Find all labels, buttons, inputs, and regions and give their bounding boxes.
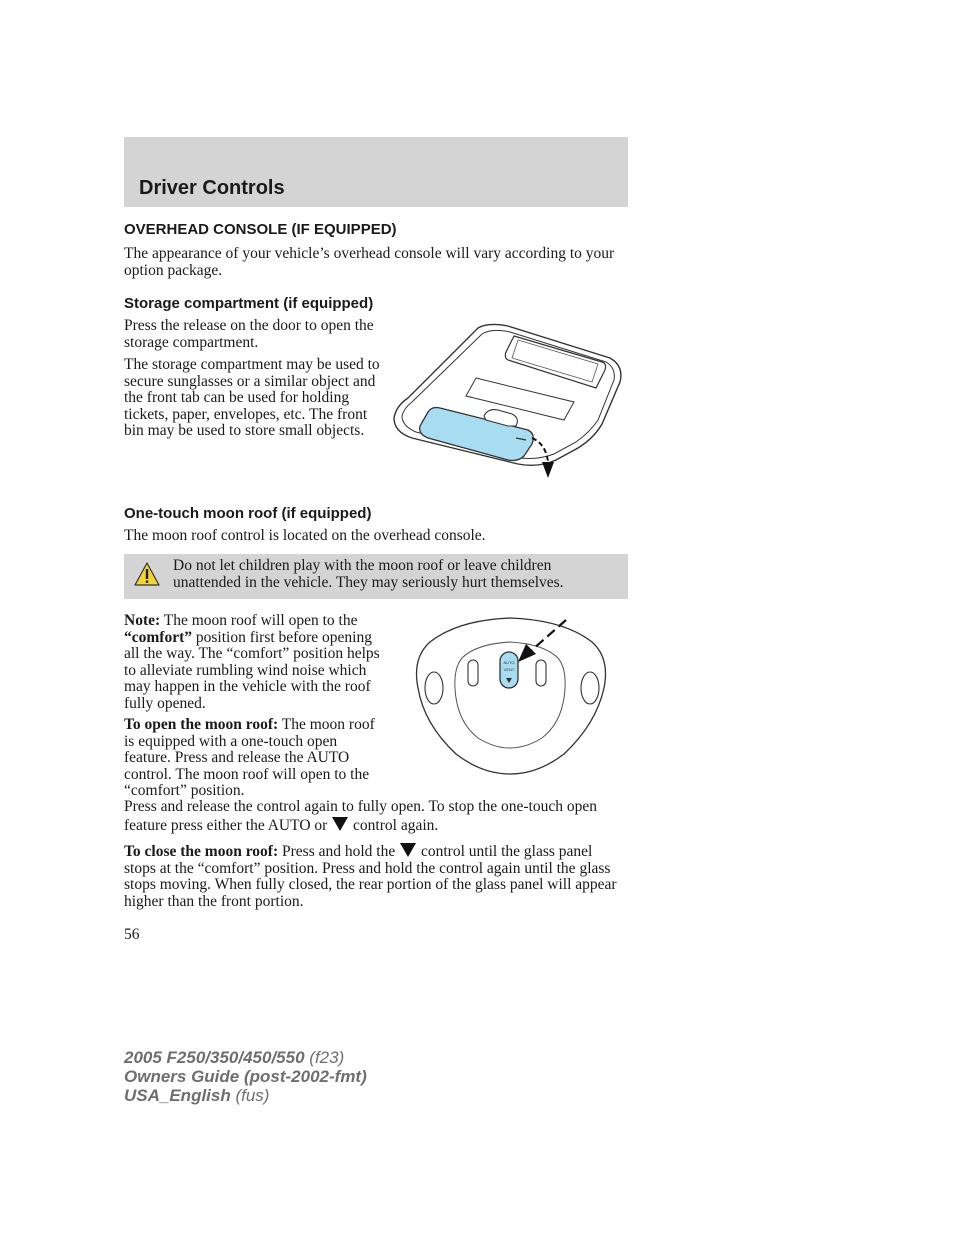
close-text-b: control until the glass panel stops at the “comfort” position. Press and hold the control again until the glass stops moving. When fully closed, the rear portion of the glass panel will appear higher than the front portion. — [124, 843, 617, 910]
close-paragraph — [124, 842, 628, 910]
overhead-console-illustration — [388, 320, 628, 482]
footer-language-code: (fus) — [230, 1086, 270, 1105]
open-text-a: The moon roof is equipped with a one-touch open feature. Press and release the AUTO control. The moon roof will open to the “comfort” position. — [124, 716, 375, 799]
moonroof-console-illustration — [414, 614, 610, 776]
switch-auto-label: AUTO — [503, 660, 515, 665]
open-paragraph-b — [124, 799, 628, 834]
close-label: To close the moon roof: — [124, 843, 279, 860]
footer-model-code: (f23) — [304, 1048, 345, 1067]
switch-vent-label: VENT — [503, 667, 515, 672]
footer-guide: Owners Guide (post-2002-fmt) — [124, 1067, 367, 1086]
footer-line-2 — [124, 1067, 367, 1086]
note-paragraph — [124, 613, 384, 712]
footer-line-1 — [124, 1048, 367, 1067]
overhead-console-heading: OVERHEAD CONSOLE (IF EQUIPPED) — [124, 221, 397, 238]
page-number: 56 — [124, 926, 140, 943]
storage-paragraph-2: The storage compartment may be used to secure sunglasses or a similar object and the front tab can be used for holding tickets, paper, envelopes, etc. The front bin may be used to store small objects. — [124, 356, 380, 439]
warning-text: Do not let children play with the moon roof or leave children unattended in the vehicle. They may seriously hurt themselves. — [173, 557, 564, 591]
open-text-b1: Press and release the control again to fully open. To stop the one-touch open feature press either the AUTO or — [124, 798, 597, 834]
down-triangle-icon — [399, 842, 417, 858]
storage-heading: Storage compartment (if equipped) — [124, 295, 374, 312]
open-paragraph-a — [124, 717, 384, 800]
footer-line-3 — [124, 1086, 367, 1105]
open-text-b2: control again. — [349, 816, 439, 834]
warning-box — [124, 554, 628, 599]
note-comfort: “comfort” — [124, 628, 192, 646]
warning-triangle-icon — [133, 561, 161, 587]
note-label: Note: — [124, 612, 161, 629]
storage-paragraph-1: Press the release on the door to open the storage compartment. — [124, 317, 374, 351]
note-text-a: The moon roof will open to the — [160, 612, 358, 629]
moonroof-intro: The moon roof control is located on the overhead console. — [124, 527, 486, 544]
note-text-b: position first before opening all the way. The “comfort” position helps to alleviate rumbling wind noise which may happen in the vehicle with the roof fully opened. — [124, 628, 380, 712]
down-triangle-icon — [331, 816, 349, 832]
document-footer — [124, 1048, 367, 1105]
moonroof-heading: One-touch moon roof (if equipped) — [124, 505, 372, 522]
open-label: To open the moon roof: — [124, 716, 279, 733]
close-text-a: Press and hold the — [278, 843, 400, 860]
footer-language: USA_English — [124, 1086, 231, 1105]
footer-model: 2005 F250/350/450/550 — [124, 1048, 305, 1067]
section-header-band — [124, 137, 628, 207]
section-title: Driver Controls — [139, 177, 285, 199]
overhead-console-intro: The appearance of your vehicle’s overhead console will vary according to your option package. — [124, 245, 615, 279]
